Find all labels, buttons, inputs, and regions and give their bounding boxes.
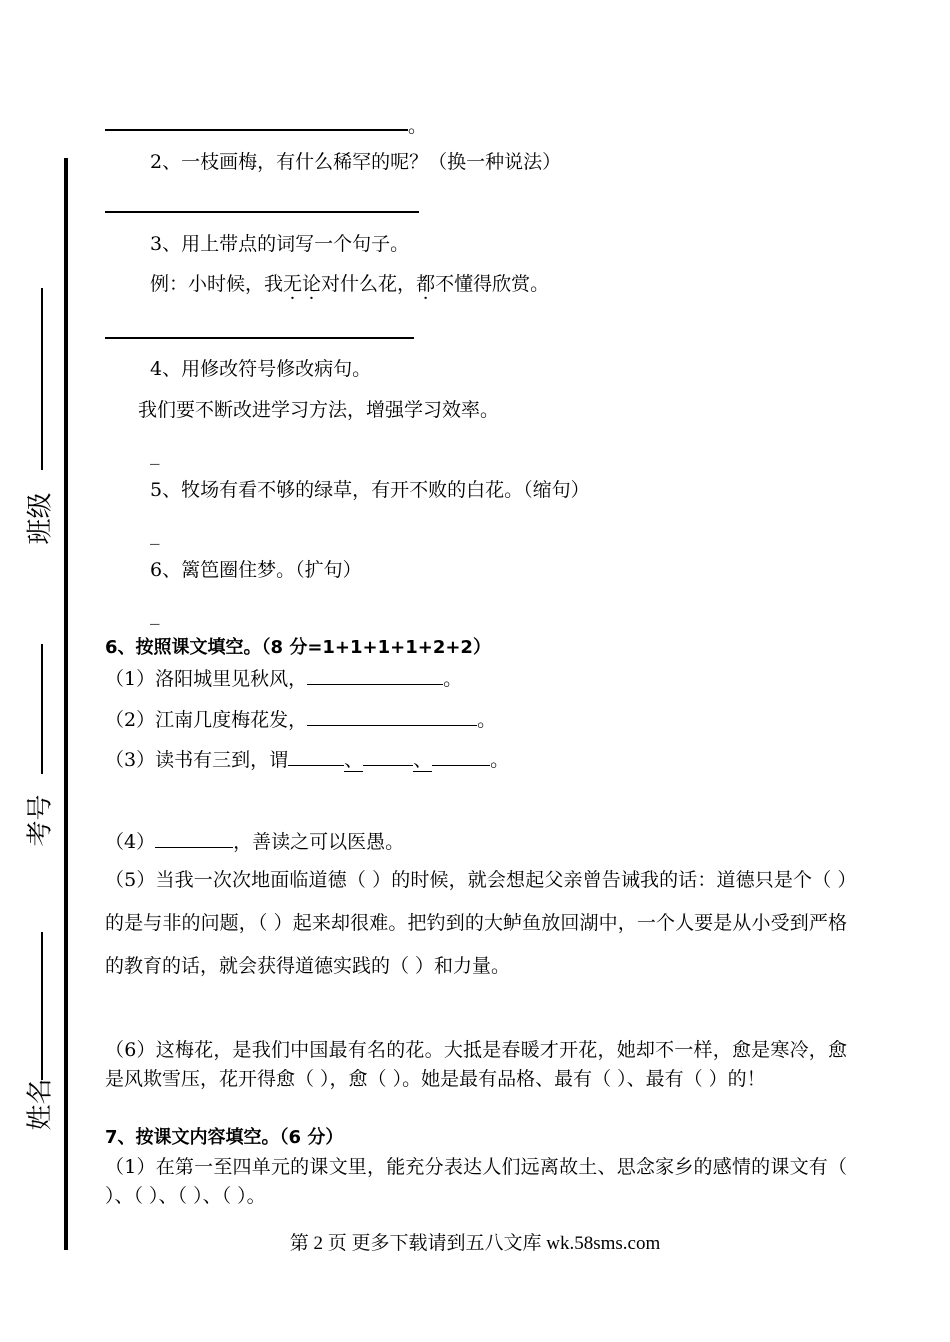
dotted-word: 论 bbox=[302, 273, 322, 295]
question-4: 4、用修改符号修改病句。 bbox=[150, 358, 372, 380]
name-label: 姓名 bbox=[25, 1078, 56, 1131]
dotted-word: 都 bbox=[416, 273, 436, 295]
answer-line bbox=[105, 211, 419, 213]
section-7-item-1: （1）在第一至四单元的课文里，能充分表达人们远离故土、思念家乡的感情的课文有（ ）、（ ）、（ ）、（ ）。 bbox=[105, 1156, 847, 1207]
fill-item-1: （1）洛阳城里见秋风， 。 bbox=[105, 668, 463, 690]
fill-item-2: （2）江南几度梅花发， 。 bbox=[105, 709, 497, 731]
question-4-sentence: 我们要不断改进学习方法，增强学习效率。 bbox=[138, 399, 500, 421]
section-6-title: 6、按照课文填空。（8 分=1+1+1+1+2+2） bbox=[105, 637, 491, 658]
section-7-title: 7、按课文内容填空。（6 分） bbox=[105, 1127, 344, 1148]
fill-item-3: （3）读书有三到，谓 、 、 。 bbox=[105, 749, 510, 771]
answer-blank: _ bbox=[150, 523, 160, 545]
exam-no-field-line bbox=[41, 644, 43, 774]
answer-line bbox=[105, 129, 408, 131]
class-field-line bbox=[41, 288, 43, 470]
dotted-word: 无 bbox=[283, 273, 303, 295]
blank-line bbox=[288, 747, 344, 766]
fill-item-5: （5）当我一次次地面临道德（ ）的时候，就会想起父亲曾告诫我的话：道德只是个（ ）的是与非的问题，（ ）起来却很难。把钓到的大鲈鱼放回湖中，一个人要是从小受到严格的教育的话，就会获得道德实践的（ ）和力量。 bbox=[105, 869, 847, 977]
answer-blank: _ bbox=[150, 603, 160, 625]
name-field-line bbox=[41, 932, 43, 1080]
period-mark: 。 bbox=[408, 115, 428, 137]
answer-line bbox=[105, 337, 414, 339]
question-6: 6、篱笆圈住梦。（扩句） bbox=[150, 559, 362, 581]
blank-line bbox=[432, 747, 490, 766]
fill-item-4: （4） ，善读之可以医愚。 bbox=[105, 831, 405, 853]
fill-item-6: （6）这梅花，是我们中国最有名的花。大抵是春暖才开花，她却不一样，愈是寒冷，愈是风欺雪压，花开得愈（ ），愈（ ）。她是最有品格、最有（ ）、最有（ ）的！ bbox=[105, 1039, 847, 1090]
class-label: 班级 bbox=[25, 492, 56, 545]
question-3-example: 例：小时候，我无论对什么花，都不懂得欣赏。 bbox=[150, 273, 550, 295]
binding-line bbox=[64, 158, 68, 1250]
exam-no-label: 考号 bbox=[25, 794, 56, 847]
answer-blank: _ bbox=[150, 443, 160, 465]
page-footer: 第 2 页 更多下载请到五八文库 wk.58sms.com bbox=[289, 1233, 661, 1254]
blank-line bbox=[363, 747, 413, 766]
blank-line bbox=[307, 666, 443, 685]
question-5: 5、牧场有看不够的绿草，有开不败的白花。（缩句） bbox=[150, 479, 590, 501]
blank-line bbox=[307, 707, 477, 726]
blank-line bbox=[155, 829, 233, 848]
question-2: 2、一枝画梅，有什么稀罕的呢？（换一种说法） bbox=[150, 151, 562, 173]
question-3: 3、用上带点的词写一个句子。 bbox=[150, 233, 410, 255]
